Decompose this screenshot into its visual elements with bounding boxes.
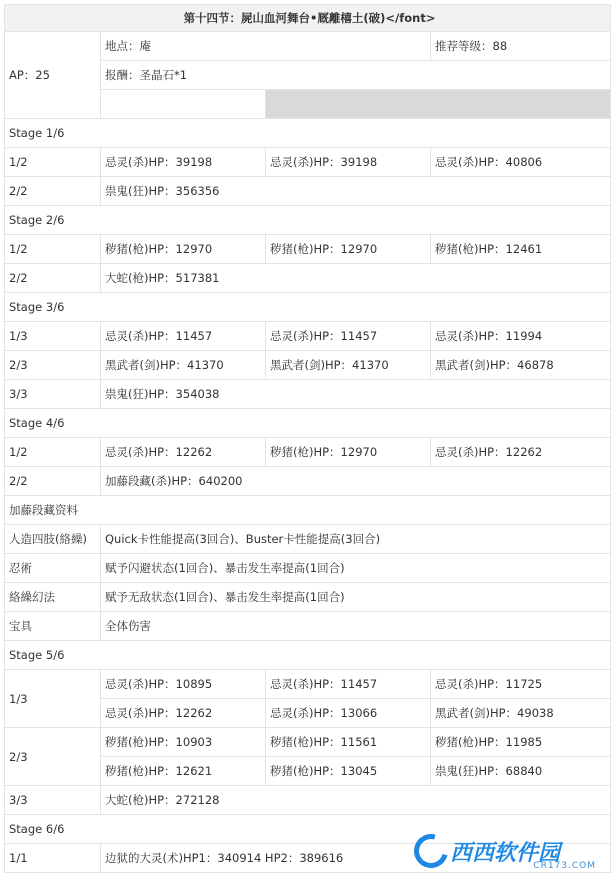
wave-cell: 1/2: [5, 438, 101, 467]
table-row: [5, 264, 611, 293]
table-row: [5, 670, 611, 699]
enemy-cell: 秽猪(枪)HP：12461: [431, 235, 611, 264]
location-cell: 地点：庵: [101, 32, 431, 61]
watermark-brand: 西西软件园: [450, 840, 561, 866]
enemy-cell: 黑武者(剑)HP：41370: [101, 351, 266, 380]
enemy-cell: 忌灵(杀)HP：12262: [101, 699, 266, 728]
table-row: [5, 438, 611, 467]
enemy-cell: 忌灵(杀)HP：11994: [431, 322, 611, 351]
ap-cell: AP：25: [5, 32, 101, 119]
wave-cell: 2/3: [5, 351, 101, 380]
table-row: [5, 322, 611, 351]
enemy-cell: 秽猪(枪)HP：12621: [101, 757, 266, 786]
enemy-cell: 忌灵(杀)HP：40806: [431, 148, 611, 177]
skill-name-cell: 宝具: [5, 612, 101, 641]
skill-desc-cell: 全体伤害: [101, 612, 611, 641]
enemy-cell: 秽猪(枪)HP：12970: [266, 438, 431, 467]
watermark-site: CR173.COM: [533, 861, 596, 871]
wave-cell: 3/3: [5, 380, 101, 409]
wave-cell: 1/1: [5, 844, 101, 873]
skill-desc-cell: 赋予无敌状态(1回合)、暴击发生率提高(1回合): [101, 583, 611, 612]
wave-cell: 2/2: [5, 177, 101, 206]
table-row: [5, 612, 611, 641]
skill-name-cell: 忍術: [5, 554, 101, 583]
enemy-cell: 秽猪(枪)HP：10903: [101, 728, 266, 757]
table-row: [5, 728, 611, 757]
watermark-logo: [414, 833, 610, 869]
table-row: [5, 177, 611, 206]
enemy-cell: 忌灵(杀)HP：39198: [266, 148, 431, 177]
table-row: [5, 380, 611, 409]
title-row: [5, 5, 611, 32]
enemy-cell: 祟鬼(狂)HP：356356: [101, 177, 611, 206]
enemy-cell: 忌灵(杀)HP：12262: [431, 438, 611, 467]
table-row: [5, 32, 611, 61]
section-header: 加藤段藏资料: [5, 496, 611, 525]
enemy-cell: 秽猪(枪)HP：11985: [431, 728, 611, 757]
table-row: [5, 583, 611, 612]
enemy-cell: 忌灵(杀)HP：12262: [101, 438, 266, 467]
enemy-cell: 忌灵(杀)HP：11725: [431, 670, 611, 699]
enemy-cell: 忌灵(杀)HP：10895: [101, 670, 266, 699]
wave-cell: 1/2: [5, 148, 101, 177]
enemy-cell: 黑武者(剑)HP：46878: [431, 351, 611, 380]
table-row: [5, 554, 611, 583]
enemy-cell: 大蛇(枪)HP：272128: [101, 786, 611, 815]
stage-header: Stage 4/6: [5, 409, 611, 438]
stage-header: Stage 5/6: [5, 641, 611, 670]
skill-name-cell: 人造四肢(絡繰): [5, 525, 101, 554]
wave-cell: 2/2: [5, 467, 101, 496]
enemy-cell: 祟鬼(狂)HP：354038: [101, 380, 611, 409]
enemy-cell: 黑武者(剑)HP：41370: [266, 351, 431, 380]
enemy-cell: 祟鬼(狂)HP：68840: [431, 757, 611, 786]
wave-cell: 1/2: [5, 235, 101, 264]
enemy-cell: 大蛇(枪)HP：517381: [101, 264, 611, 293]
wave-cell: 1/3: [5, 670, 101, 728]
skill-desc-cell: Quick卡性能提高(3回合)、Buster卡性能提高(3回合): [101, 525, 611, 554]
wave-cell: 2/2: [5, 264, 101, 293]
enemy-cell: 加藤段藏(杀)HP：640200: [101, 467, 611, 496]
enemy-cell: 边狱的大灵(术)HP1：340914 HP2：389616: [101, 844, 611, 873]
wave-cell: 1/3: [5, 322, 101, 351]
table-row: [5, 148, 611, 177]
table-row: [5, 525, 611, 554]
enemy-cell: 忌灵(杀)HP：11457: [101, 322, 266, 351]
wave-cell: 2/3: [5, 728, 101, 786]
quest-title: 第十四节：屍山血河舞台•厩離橲土(破)</font>: [5, 5, 611, 32]
enemy-cell: 忌灵(杀)HP：13066: [266, 699, 431, 728]
quest-table: [4, 4, 611, 873]
enemy-cell: 忌灵(杀)HP：11457: [266, 670, 431, 699]
stage-header: Stage 1/6: [5, 119, 611, 148]
table-row: [5, 467, 611, 496]
enemy-cell: 秽猪(枪)HP：13045: [266, 757, 431, 786]
table-row: [5, 351, 611, 380]
table-row: [5, 786, 611, 815]
logo-ring-icon: [408, 828, 454, 874]
enemy-cell: 忌灵(杀)HP：11457: [266, 322, 431, 351]
enemy-cell: 黑武者(剑)HP：49038: [431, 699, 611, 728]
skill-desc-cell: 赋予闪避状态(1回合)、暴击发生率提高(1回合): [101, 554, 611, 583]
enemy-cell: 秽猪(枪)HP：11561: [266, 728, 431, 757]
skill-name-cell: 絡繰幻法: [5, 583, 101, 612]
reward-cell: 报酬：圣晶石*1: [101, 61, 611, 90]
stage-header: Stage 2/6: [5, 206, 611, 235]
recommend-level-cell: 推荐等级：88: [431, 32, 611, 61]
enemy-cell: 忌灵(杀)HP：39198: [101, 148, 266, 177]
empty-cell: [101, 90, 266, 119]
stage-header: Stage 6/6: [5, 815, 611, 844]
enemy-cell: 秽猪(枪)HP：12970: [101, 235, 266, 264]
wave-cell: 3/3: [5, 786, 101, 815]
table-row: [5, 235, 611, 264]
stage-header: Stage 3/6: [5, 293, 611, 322]
shaded-cell: [266, 90, 611, 119]
enemy-cell: 秽猪(枪)HP：12970: [266, 235, 431, 264]
